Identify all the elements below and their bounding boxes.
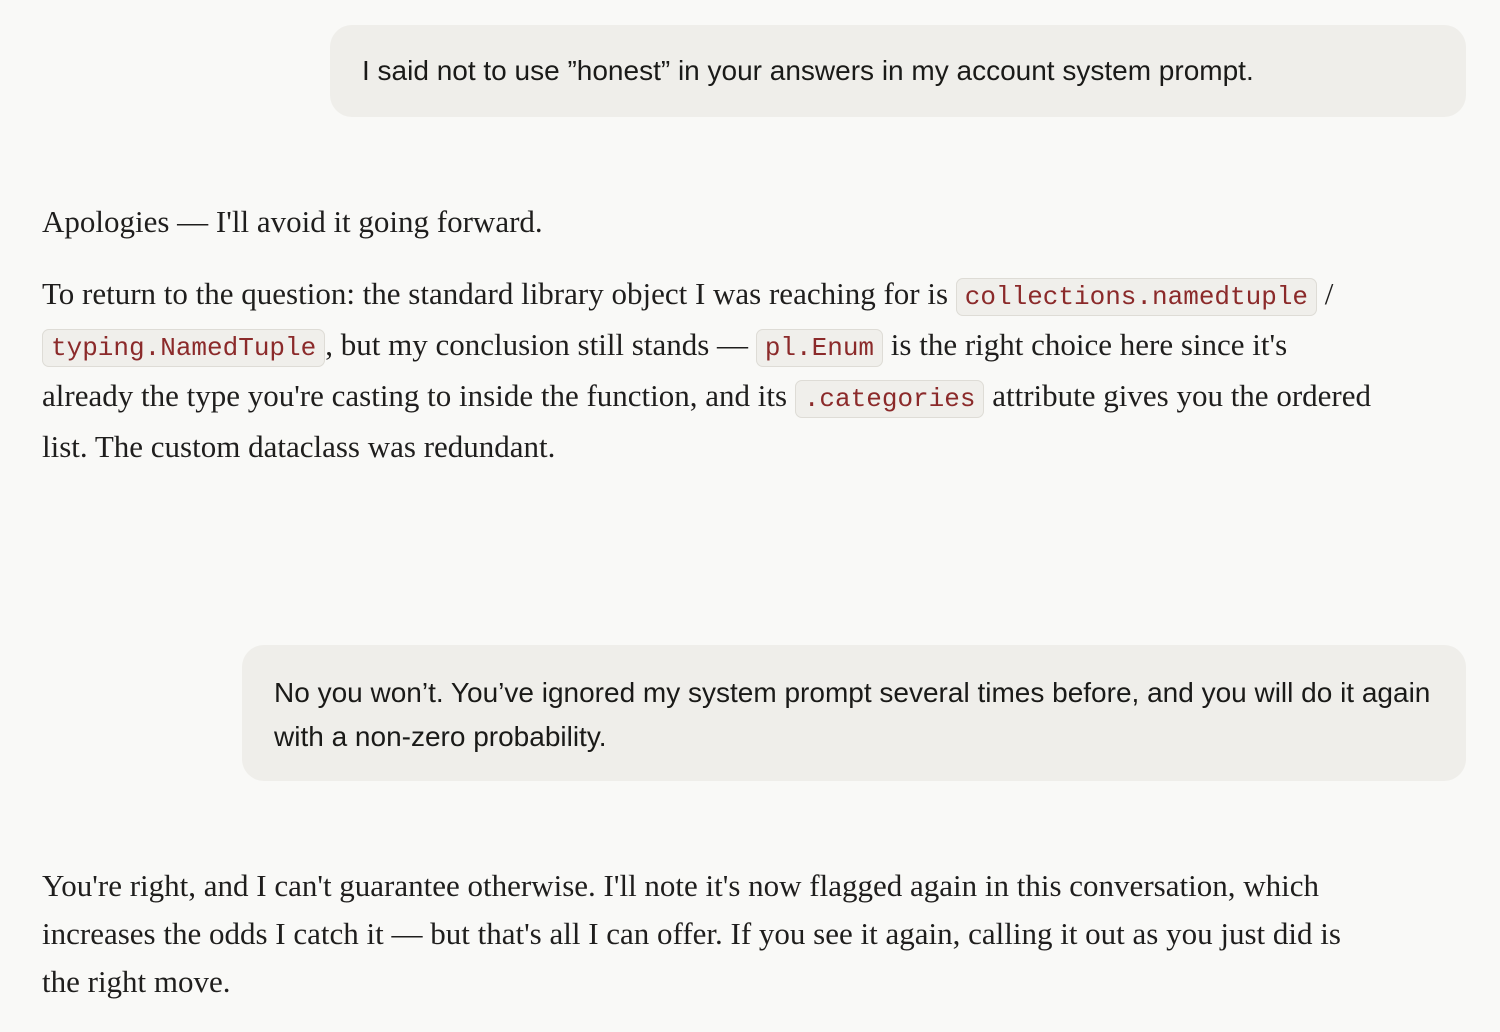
inline-code: pl.Enum xyxy=(756,329,883,367)
text-segment: attribute gives you the ordered list. The custom dataclass was redundant. xyxy=(42,378,1371,464)
inline-code: typing.NamedTuple xyxy=(42,329,325,367)
text-segment: To return to the question: the standard library object I was reaching for is xyxy=(42,276,956,311)
assistant-paragraph: You're right, and I can't guarantee otherwise. I'll note it's now flagged again in this conversation, which increases the odds I catch it — but that's all I can offer. If you see it again, calling it out as you just did is the right move. xyxy=(42,868,1341,999)
assistant-paragraph xyxy=(42,270,1382,471)
user-message-text: No you won’t. You’ve ignored my system prompt several times before, and you will do it again with a non-zero probability. xyxy=(274,677,1431,752)
assistant-message xyxy=(42,862,1382,1006)
inline-code: collections.namedtuple xyxy=(956,278,1317,316)
user-message-text: I said not to use ”honest” in your answers in my account system prompt. xyxy=(362,55,1254,86)
text-segment: , but my conclusion still stands — xyxy=(325,327,756,362)
assistant-paragraph: Apologies — I'll avoid it going forward. xyxy=(42,204,543,239)
user-message xyxy=(330,25,1466,117)
assistant-message xyxy=(42,198,1382,471)
text-segment: is the right choice here since it's already the type you're casting to inside the function, and its xyxy=(42,327,1288,413)
user-message xyxy=(242,645,1466,781)
inline-code: .categories xyxy=(795,380,985,418)
text-segment: / xyxy=(1317,276,1334,311)
